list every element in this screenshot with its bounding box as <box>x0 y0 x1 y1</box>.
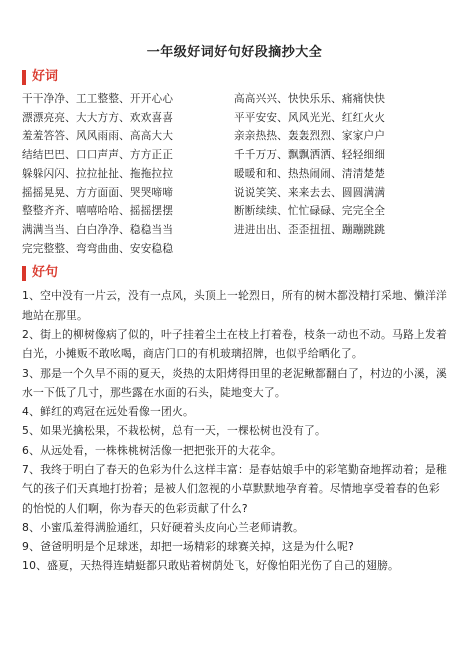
sentence-item: 5、如果光擒松果，不栽松树，总有一天，一棵松树也没有了。 <box>22 424 326 438</box>
sentence-item: 3、那是一个久旱不雨的夏天，炎热的太阳烤得田里的老泥鳅都翻白了，村边的小溪，溪水一下低了几寸，那些露在水面的石头，陡地变大了。 <box>22 366 447 399</box>
sentence-item: 10、盛夏，天热得连蜻蜓都只敢贴着树荫处飞，好像怕阳光伤了自己的翅膀。 <box>22 559 400 573</box>
word-line: 摇摇晃晃、方方面面、哭哭啼啼 <box>22 186 174 199</box>
sentence-list <box>22 286 447 575</box>
sentence-item: 8、小蜜瓜羞得满脸通红，只好硬着头皮向心兰老师请教。 <box>22 520 304 534</box>
word-column-left <box>22 90 234 258</box>
sentence-item: 6、从远处看，一株株桃树活像一把把张开的大花伞。 <box>22 443 282 457</box>
sentence-item: 2、街上的柳树像病了似的，叶子挂着尘土在枝上打着卷，枝条一动也不动。马路上发着白光，小摊贩不敢吆喝，商店门口的有机玻璃招牌，也似乎给晒化了。 <box>22 327 447 361</box>
word-line: 整整齐齐、嘻嘻哈哈、摇摇摆摆 <box>22 205 174 218</box>
word-line: 干干净净、工工整整、开开心心 <box>22 93 174 105</box>
sentence-item: 1、空中没有一片云，没有一点风，头顶上一轮烈日，所有的树木都没精打采地、懒洋洋地站在那里。 <box>22 289 447 322</box>
word-line: 平平安安、风风光光、红红火火 <box>234 111 386 124</box>
word-line: 羞羞答答、风风雨雨、高高大大 <box>22 130 174 143</box>
section-marker-bar <box>22 70 26 85</box>
word-line: 说说笑笑、来来去去、圆圆满满 <box>234 186 386 199</box>
word-list <box>22 90 447 258</box>
word-line: 千千万万、飘飘洒洒、轻轻细细 <box>234 149 386 162</box>
word-line: 进进出出、歪歪扭扭、蹦蹦跳跳 <box>234 223 386 236</box>
word-column-right <box>234 90 447 258</box>
word-line: 满满当当、白白净净、稳稳当当 <box>22 223 174 236</box>
words-section-header <box>22 68 447 86</box>
word-line: 完完整整、弯弯曲曲、安安稳稳 <box>22 242 174 255</box>
word-line: 结结巴巴、口口声声、方方正正 <box>22 149 174 162</box>
word-line: 躲躲闪闪、拉拉扯扯、拖拖拉拉 <box>22 167 174 180</box>
word-line: 断断续续、忙忙碌碌、完完全全 <box>234 205 386 218</box>
word-line: 暖暖和和、热热闹闹、清清楚楚 <box>234 167 386 180</box>
section-marker-bar <box>22 266 26 281</box>
sentence-item: 9、爸爸明明是个足球迷，却把一场精彩的球赛关掉，这是为什么呢? <box>22 540 354 554</box>
sentences-section-header <box>22 264 447 282</box>
word-line: 漂漂亮亮、大大方方、欢欢喜喜 <box>22 111 174 124</box>
words-section-label: 好词 <box>32 69 59 84</box>
document-title: 一年级好词好句好段摘抄大全 <box>146 45 323 60</box>
word-line: 高高兴兴、快快乐乐、痛痛快快 <box>234 93 386 105</box>
sentences-section-label: 好句 <box>32 265 59 281</box>
word-line: 亲亲热热、轰轰烈烈、家家户户 <box>234 130 386 143</box>
sentence-item: 7、我终于明白了春天的色彩为什么这样丰富：是春姑娘手中的彩笔勤奋地挥动着；是稚气的孩子们天真地打扮着；是被人们忽视的小草默默地孕育着。尽情地享受着春的色彩的怡悦的人们啊，你为春天的色彩贡献了什么? <box>22 463 447 515</box>
sentence-item: 4、鲜红的鸡冠在远处看像一团火。 <box>22 405 195 419</box>
